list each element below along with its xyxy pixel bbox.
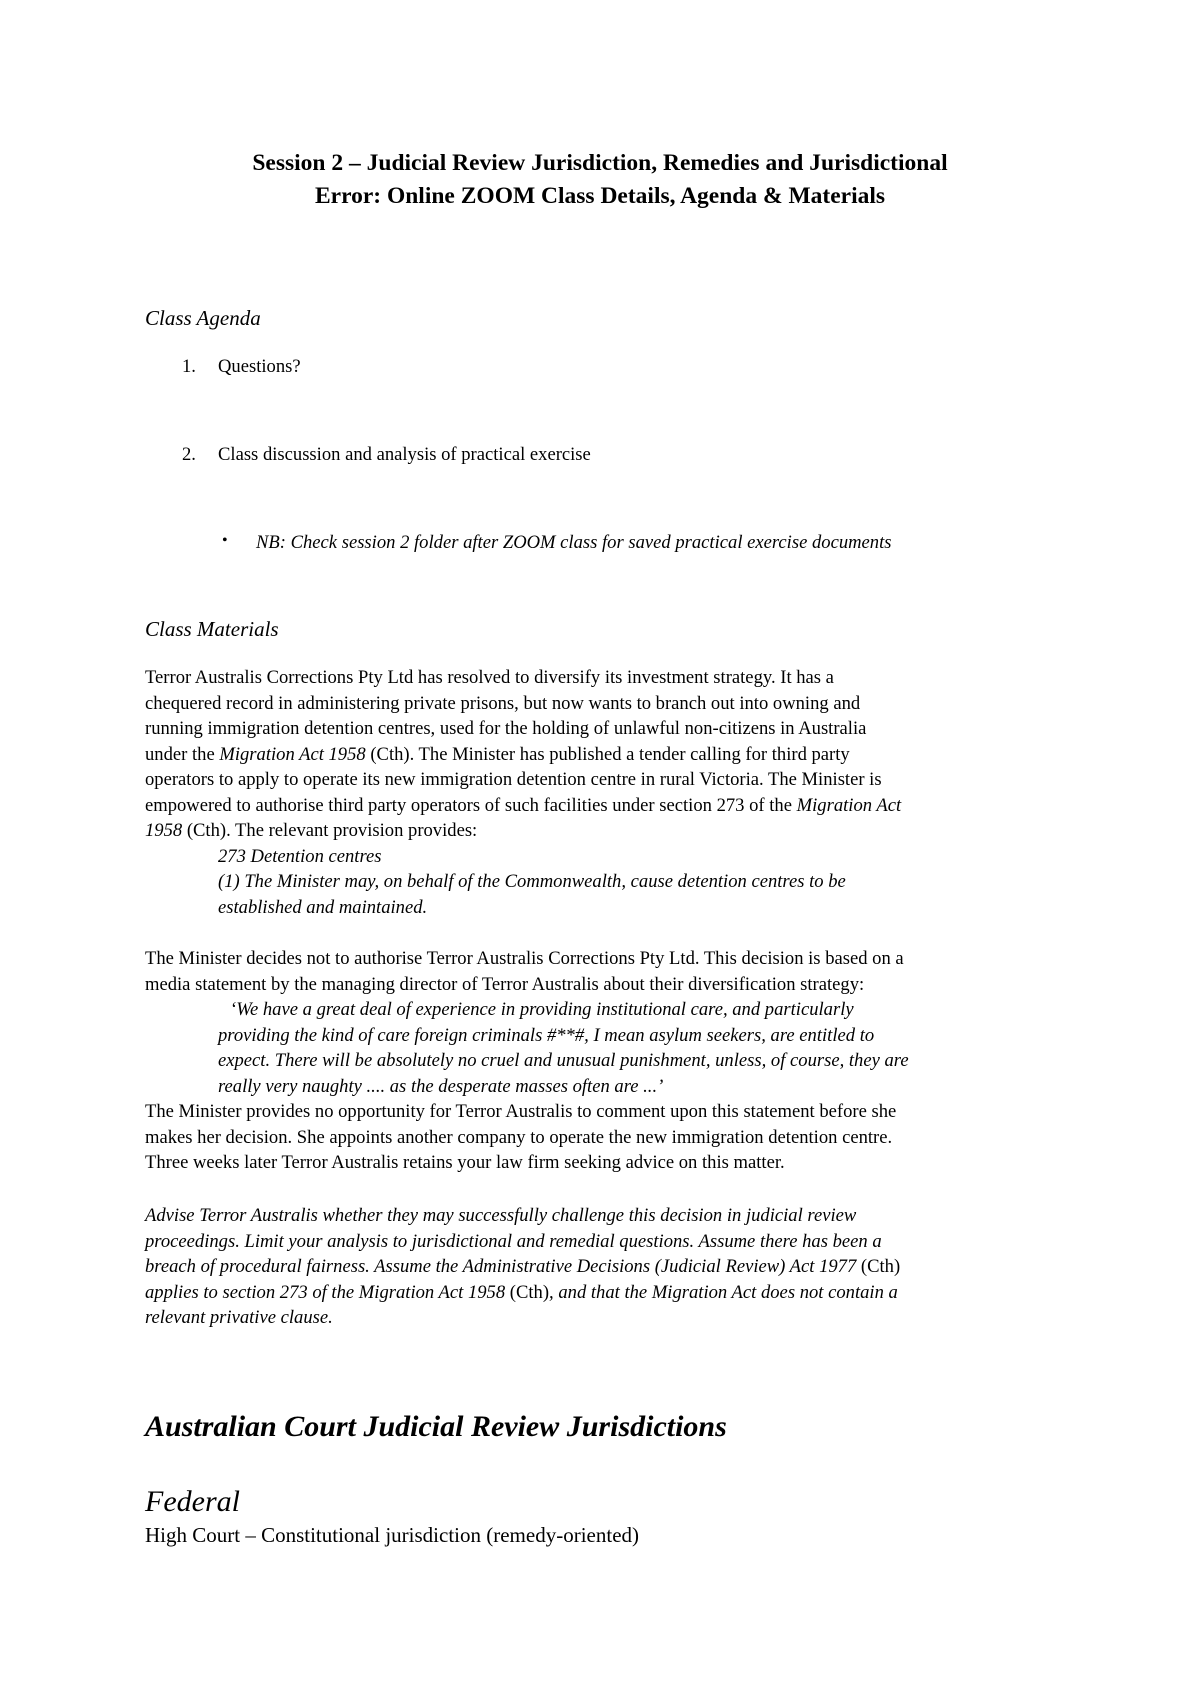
agenda-item-1-number: 1. bbox=[182, 356, 196, 377]
quote-line: expect. There will be absolutely no cruel and unusual punishment, unless, of course, they are bbox=[218, 1050, 909, 1071]
advice-text: applies to section 273 of the Migration Act 1958 bbox=[145, 1281, 506, 1303]
para1-text: under the bbox=[145, 743, 220, 765]
quote-line: ‘We have a great deal of experience in providing institutional care, and particularly bbox=[230, 999, 854, 1020]
para3-line: makes her decision. She appoints another company to operate the new immigration detention centre. bbox=[145, 1126, 893, 1148]
act-title: Migration Act 1958 bbox=[219, 743, 366, 765]
class-agenda-label: Class Agenda bbox=[145, 306, 261, 330]
act-title: 1958 bbox=[145, 820, 183, 841]
para1-text: (Cth). The Minister has published a tender calling for third party bbox=[365, 743, 850, 765]
para1-line bbox=[145, 793, 901, 819]
para1-line bbox=[145, 818, 901, 844]
advice-line: relevant privative clause. bbox=[145, 1307, 333, 1328]
advice-text: , and that the Migration Act does not contain a bbox=[549, 1281, 898, 1303]
advice-line bbox=[145, 1254, 900, 1280]
agenda-item-2-number: 2. bbox=[182, 444, 196, 465]
advice-cth: (Cth) bbox=[856, 1256, 901, 1277]
para1-line: operators to apply to operate its new immigration detention centre in rural Victoria. The Minister is bbox=[145, 769, 882, 790]
title-line-1: Session 2 – Judicial Review Jurisdiction, Remedies and Jurisdictional bbox=[252, 150, 948, 176]
class-materials-label: Class Materials bbox=[145, 617, 279, 641]
bullet-icon: • bbox=[222, 532, 228, 549]
advice-instructions bbox=[145, 1203, 900, 1331]
provision-heading: 273 Detention centres bbox=[218, 845, 382, 867]
quote-line: really very naughty .... as the desperate masses often are ...’ bbox=[218, 1075, 664, 1097]
materials-paragraph-2 bbox=[145, 946, 909, 1176]
materials-paragraph-1 bbox=[145, 665, 901, 920]
para1-text: (Cth). The relevant provision provides: bbox=[182, 820, 478, 841]
para2-line: The Minister decides not to authorise Terror Australis Corrections Pty Ltd. This decision is based on a bbox=[145, 948, 904, 969]
advice-line: Advise Terror Australis whether they may successfully challenge this decision in judicial review bbox=[145, 1205, 857, 1226]
para1-line: running immigration detention centres, used for the holding of unlawful non-citizens in Australia bbox=[145, 718, 867, 739]
advice-text: breach of procedural fairness. Assume the Administrative Decisions (Judicial Review) Act 1977 bbox=[145, 1256, 857, 1277]
document-title bbox=[0, 147, 1200, 213]
para1-line: chequered record in administering private prisons, but now wants to branch out into owning and bbox=[145, 692, 861, 714]
provision-line: established and maintained. bbox=[218, 896, 428, 918]
act-title: Migration Act bbox=[796, 794, 902, 816]
para1-text: empowered to authorise third party operators of such facilities under section 273 of the bbox=[145, 794, 797, 816]
para3-line: The Minister provides no opportunity for Terror Australis to comment upon this statement before she bbox=[145, 1101, 897, 1122]
para3-line: Three weeks later Terror Australis retains your law firm seeking advice on this matter. bbox=[145, 1152, 785, 1173]
advice-line bbox=[145, 1280, 900, 1306]
federal-heading: Federal bbox=[145, 1485, 240, 1518]
high-court-line: High Court – Constitutional jurisdiction (remedy-oriented) bbox=[145, 1523, 640, 1547]
para1-line bbox=[145, 742, 901, 768]
provision-line: (1) The Minister may, on behalf of the Commonwealth, cause detention centres to be bbox=[218, 871, 846, 892]
agenda-item-1-text: Questions? bbox=[218, 356, 301, 377]
jurisdictions-heading: Australian Court Judicial Review Jurisdictions bbox=[145, 1410, 727, 1443]
advice-line: proceedings. Limit your analysis to jurisdictional and remedial questions. Assume there has been a bbox=[145, 1230, 882, 1252]
para2-line: media statement by the managing director of Terror Australis about their diversification strategy: bbox=[145, 973, 865, 995]
quote-line: providing the kind of care foreign criminals #**#, I mean asylum seekers, are entitled to bbox=[218, 1024, 875, 1046]
para1-line: Terror Australis Corrections Pty Ltd has resolved to diversify its investment strategy. It has a bbox=[145, 667, 834, 688]
advice-cth: (Cth) bbox=[505, 1281, 550, 1303]
title-line-2: Error: Online ZOOM Class Details, Agenda & Materials bbox=[314, 183, 886, 209]
agenda-item-2-text: Class discussion and analysis of practical exercise bbox=[218, 444, 591, 465]
agenda-note: NB: Check session 2 folder after ZOOM class for saved practical exercise documents bbox=[256, 532, 892, 553]
